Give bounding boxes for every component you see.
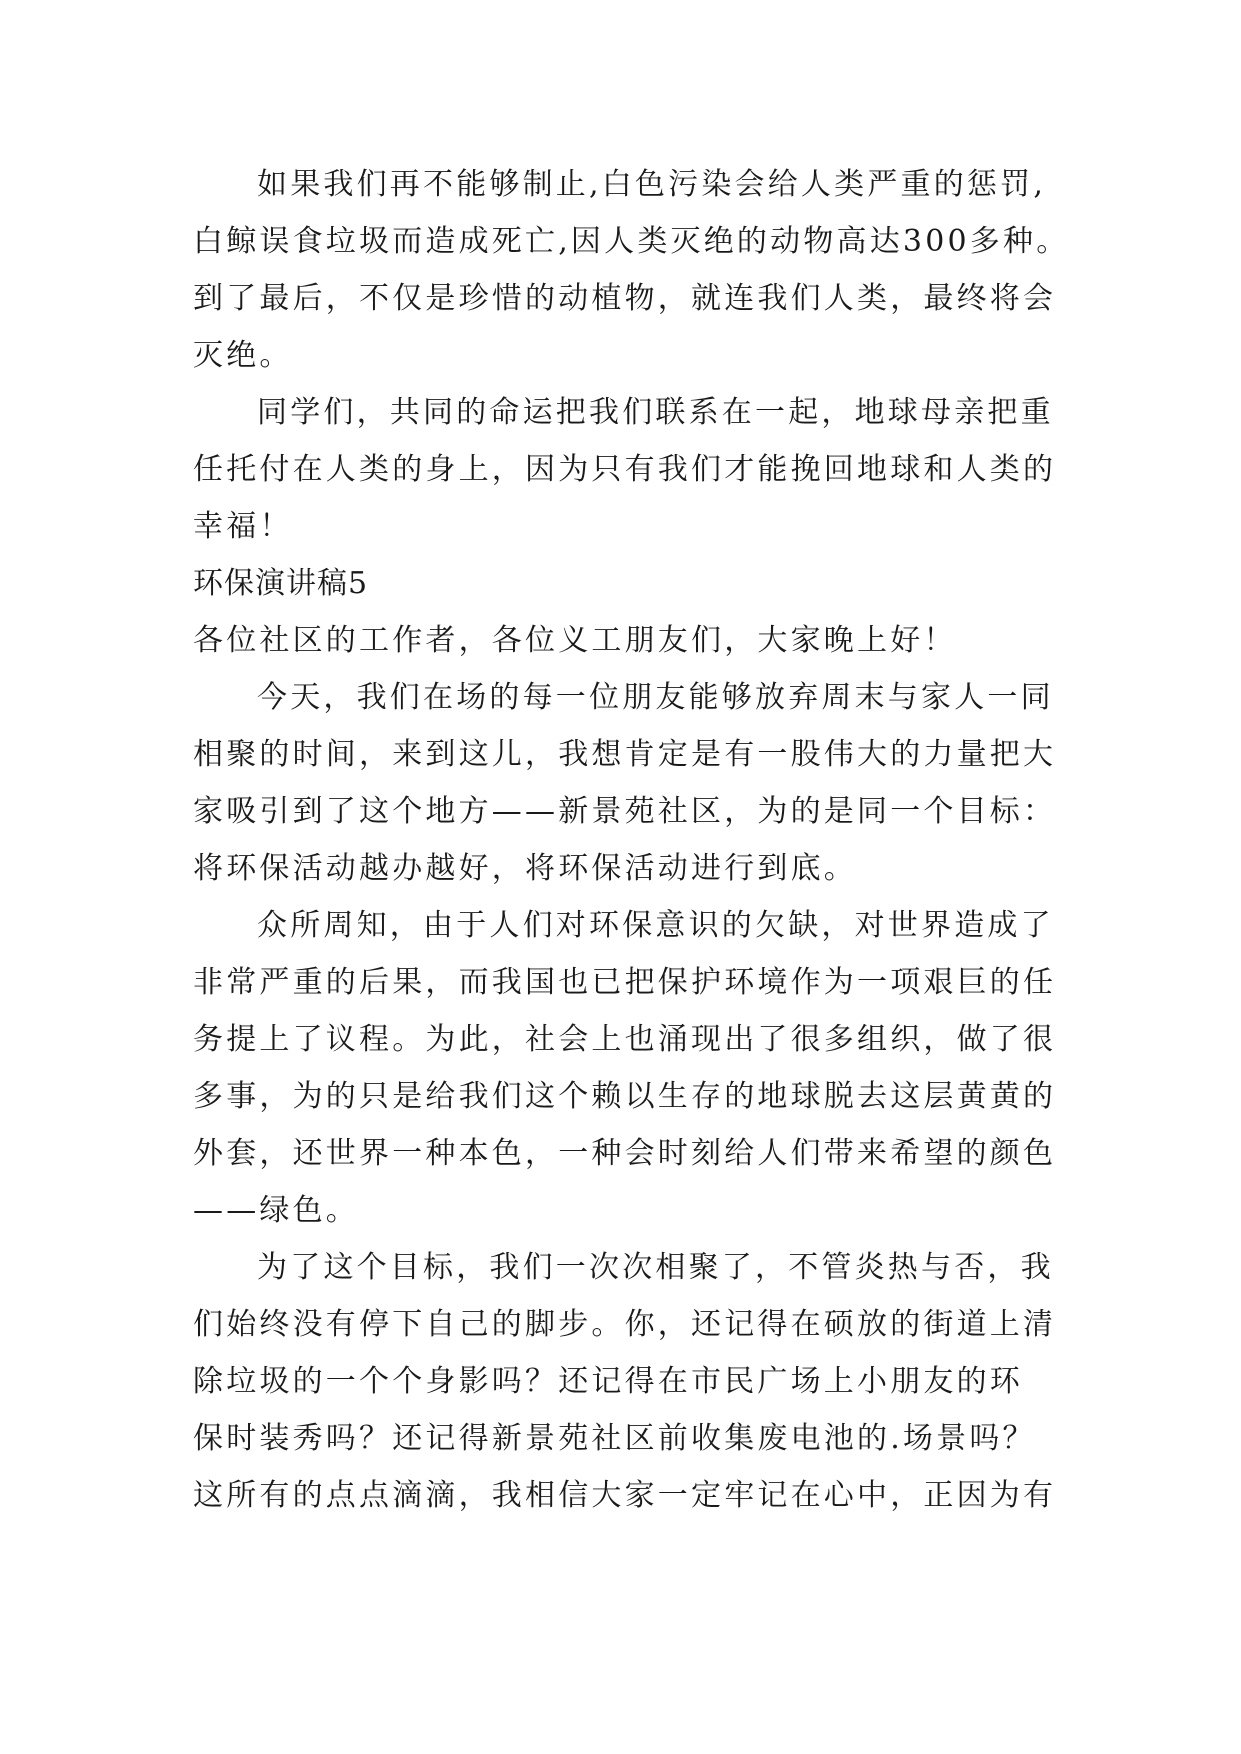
paragraph-line: 同学们，共同的命运把我们联系在一起，地球母亲把重 — [257, 395, 1054, 430]
paragraph-line: 为了这个目标，我们一次次相聚了，不管炎热与否，我 — [257, 1250, 1054, 1285]
paragraph-line: 灭绝。 — [193, 338, 293, 373]
paragraph-line: 到了最后，不仅是珍惜的动植物，就连我们人类，最终将会 — [193, 281, 1057, 316]
paragraph-line: 这所有的点点滴滴，我相信大家一定牢记在心中，正因为有 — [193, 1478, 1057, 1513]
paragraph-line: 们始终没有停下自己的脚步。你，还记得在硕放的街道上清 — [193, 1307, 1057, 1342]
section-heading: 环保演讲稿5 — [193, 566, 369, 601]
paragraph-line: 白鲸误食垃圾而造成死亡,因人类灭绝的动物高达300多种。 — [193, 224, 1070, 259]
paragraph-line: 今天，我们在场的每一位朋友能够放弃周末与家人一同 — [257, 680, 1054, 715]
paragraph-line: 众所周知，由于人们对环保意识的欠缺，对世界造成了 — [257, 908, 1054, 943]
paragraph-line: 幸福！ — [193, 509, 293, 544]
paragraph-line: 务提上了议程。为此，社会上也涌现出了很多组织，做了很 — [193, 1022, 1057, 1057]
paragraph-line: 非常严重的后果，而我国也已把保护环境作为一项艰巨的任 — [193, 965, 1057, 1000]
paragraph-line: 相聚的时间，来到这儿，我想肯定是有一股伟大的力量把大 — [193, 737, 1057, 772]
greeting-line: 各位社区的工作者，各位义工朋友们，大家晚上好！ — [193, 623, 957, 658]
paragraph-line: 家吸引到了这个地方——新景苑社区，为的是同一个目标： — [193, 794, 1057, 829]
paragraph-line: 除垃圾的一个个身影吗？还记得在市民广场上小朋友的环 — [193, 1364, 1023, 1399]
paragraph-line: 外套，还世界一种本色，一种会时刻给人们带来希望的颜色 — [193, 1136, 1057, 1171]
paragraph-line: 将环保活动越办越好，将环保活动进行到底。 — [193, 851, 857, 886]
paragraph-line: 如果我们再不能够制止,白色污染会给人类严重的惩罚, — [257, 167, 1047, 202]
paragraph-line: 保时装秀吗？还记得新景苑社区前收集废电池的.场景吗？ — [193, 1421, 1036, 1456]
paragraph-line: 任托付在人类的身上，因为只有我们才能挽回地球和人类的 — [193, 452, 1057, 487]
paragraph-line: ——绿色。 — [193, 1193, 359, 1228]
paragraph-line: 多事，为的只是给我们这个赖以生存的地球脱去这层黄黄的 — [193, 1079, 1057, 1114]
